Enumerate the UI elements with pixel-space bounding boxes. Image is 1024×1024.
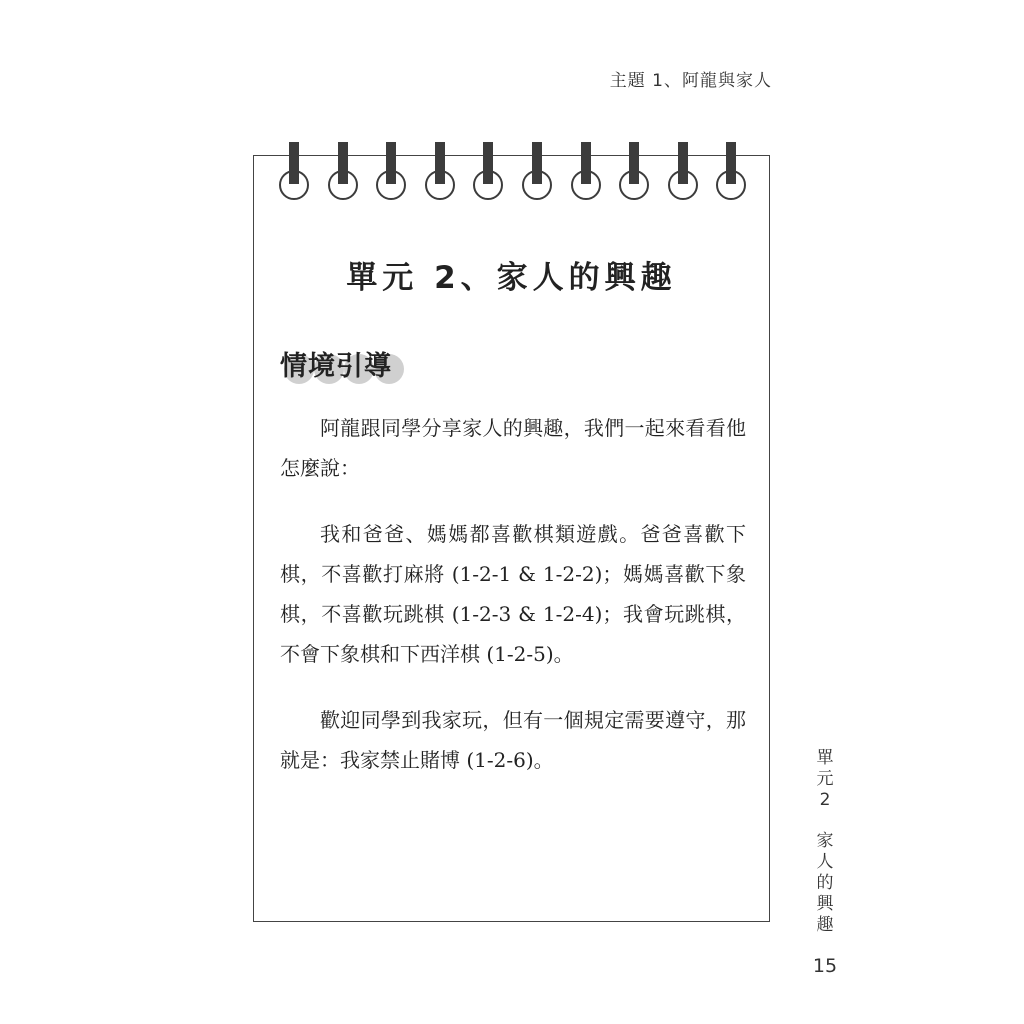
spiral-ring (328, 142, 358, 200)
side-tab-unit-char: 2 (819, 790, 831, 810)
section-heading-label: 情境引導 (280, 351, 392, 382)
spiral-ring (716, 142, 746, 200)
running-header: 主題 1、阿龍與家人 (609, 71, 772, 91)
section-heading (280, 344, 392, 384)
side-tab-unit-char: 單 (816, 748, 834, 768)
side-tab-topic-char: 家 (816, 831, 834, 851)
spiral-ring (571, 142, 601, 200)
paragraph-house-rule: 歡迎同學到我家玩，但有一個規定需要遵守，那就是：我家禁止賭博 (1-2-6)。 (280, 708, 746, 772)
side-tab-topic-char: 興 (816, 894, 834, 914)
side-tab-topic-char: 的 (816, 873, 834, 893)
side-tab-unit-char: 元 (816, 769, 834, 789)
paragraph-family-games: 我和爸爸、媽媽都喜歡棋類遊戲。爸爸喜歡下棋，不喜歡打麻將 (1-2-1 & 1-2-2)；媽媽喜歡下象棋，不喜歡玩跳棋 (1-2-3 & 1-2-4)；我會玩跳棋，不會下象棋和下西洋棋 (1-2-5)。 (280, 522, 746, 666)
paragraph-intro: 阿龍跟同學分享家人的興趣，我們一起來看看他怎麼說： (280, 416, 746, 480)
body-text (280, 408, 746, 806)
spiral-binding (253, 142, 770, 202)
side-tab-topic-char: 人 (816, 852, 834, 872)
side-tab (814, 748, 836, 936)
spiral-ring (619, 142, 649, 200)
page-number: 15 (812, 955, 838, 977)
spiral-ring (279, 142, 309, 200)
spiral-ring (376, 142, 406, 200)
side-tab-topic-char: 趣 (816, 915, 834, 935)
unit-title: 單元 2、家人的興趣 (346, 260, 677, 296)
spiral-ring (668, 142, 698, 200)
spiral-ring (473, 142, 503, 200)
spiral-ring (522, 142, 552, 200)
spiral-ring (425, 142, 455, 200)
